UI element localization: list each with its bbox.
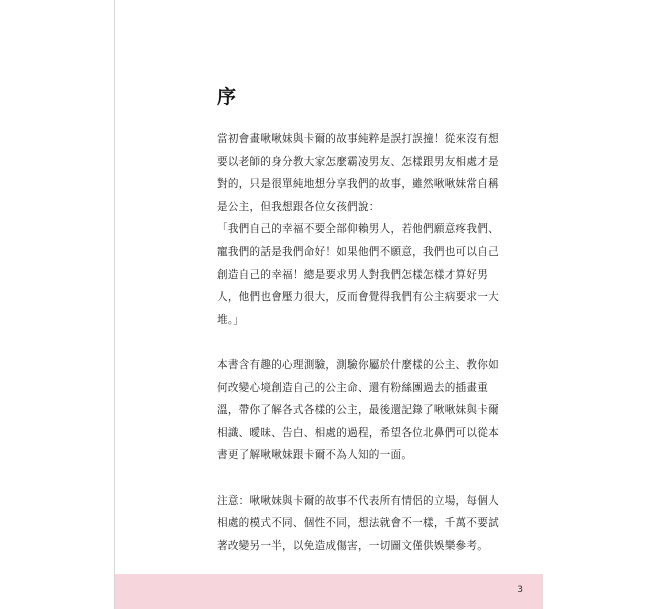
text-line: 本書含有趣的心理測驗，測驗你屬於什麼樣的公主、教你如 (217, 358, 499, 371)
text-line: 人，他們也會壓力很大，反而會覺得我們有公主病要求一大 (217, 291, 499, 304)
text-line: 溫，帶你了解各式各樣的公主，最後還記錄了啾啾妹與卡爾 (217, 404, 499, 417)
text-line: 是公主，但我想跟各位女孩們說： (217, 200, 380, 213)
preface-body (217, 128, 501, 557)
text-line: 相識、曖昧、告白、相處的過程，希望各位北鼻們可以從本 (217, 426, 499, 439)
page-number: 3 (517, 585, 523, 595)
text-line: 要以老師的身分教大家怎麼霸凌男友、怎樣跟男友相處才是 (217, 155, 499, 168)
text-line: 當初會畫啾啾妹與卡爾的故事純粹是誤打誤撞！從來沒有想 (217, 133, 499, 145)
text-line: 寵我們的話是我們命好！如果他們不願意，我們也可以自己 (217, 245, 499, 258)
paragraph-1 (217, 128, 501, 331)
footer-band (115, 574, 543, 609)
text-line: 何改變心境創造自己的公主命、還有粉絲團過去的插畫重 (217, 381, 489, 394)
text-line: 書更了解啾啾妹跟卡爾不為人知的一面。 (217, 449, 413, 462)
text-line: 對的，只是很單純地想分享我們的故事，雖然啾啾妹常自稱 (217, 178, 499, 191)
paragraph-gap (217, 467, 501, 490)
book-page (114, 0, 543, 609)
paragraph-gap (217, 331, 501, 354)
paragraph-2 (217, 354, 501, 467)
text-line: 著改變另一半，以免造成傷害，一切圖文僅供娛樂參考。 (217, 539, 489, 552)
text-line: 「我們自己的幸福不要全部仰賴男人，若他們願意疼我們、 (217, 223, 499, 236)
text-line: 創造自己的幸福！總是要求男人對我們怎樣怎樣才算好男 (217, 268, 489, 281)
paragraph-3 (217, 490, 501, 558)
page-title: 序 (217, 86, 237, 108)
text-line: 注意：啾啾妹與卡爾的故事不代表所有情侶的立場，每個人 (217, 494, 499, 507)
text-line: 堆。」 (217, 313, 245, 326)
text-line: 相處的模式不同、個性不同，想法就會不一樣，千萬不要試 (217, 517, 499, 530)
